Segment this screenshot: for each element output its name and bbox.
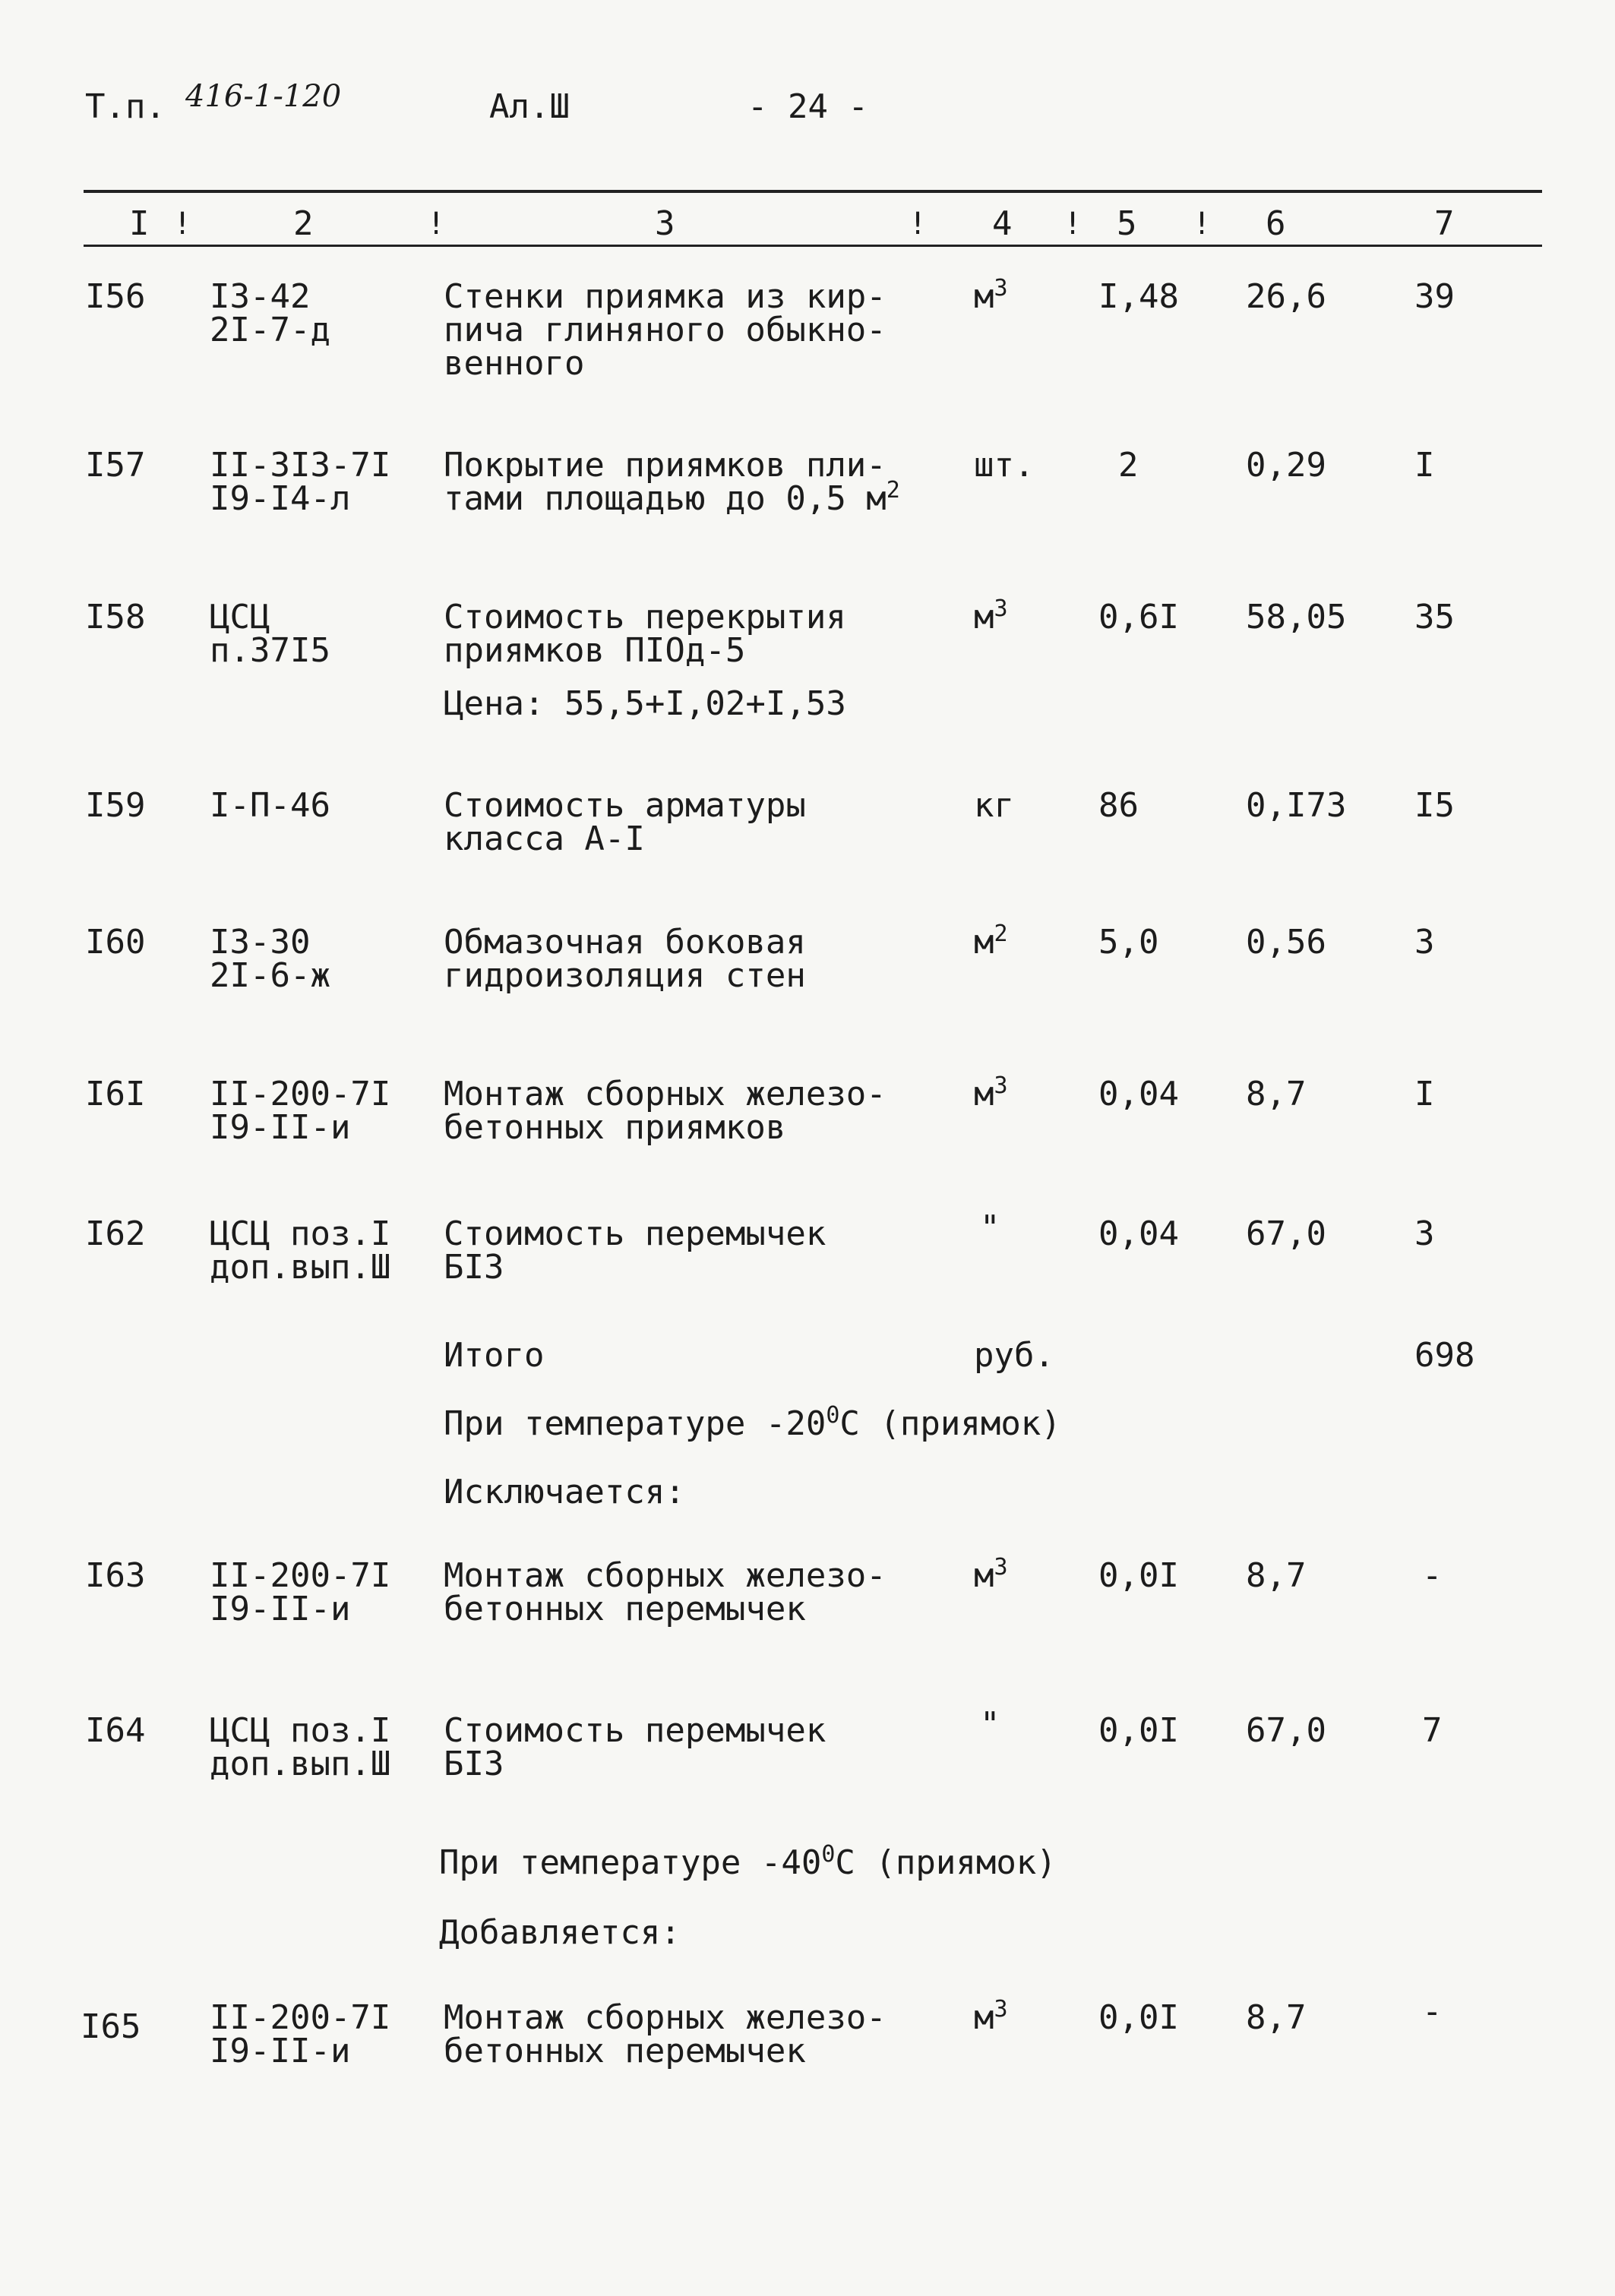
- row-code: II-200-7I: [210, 1998, 391, 2037]
- row-description: Покрытие приямков пли-: [444, 446, 887, 485]
- row-description-line-2: гидроизоляция стен: [444, 956, 806, 995]
- row-description: Монтаж сборных железо-: [444, 1998, 887, 2037]
- row-code-sub: доп.вып.Ш: [210, 1745, 391, 1783]
- row-price: 0,I73: [1246, 786, 1347, 825]
- row-description: Стоимость арматуры: [444, 786, 806, 825]
- column-header-5: 5: [1117, 204, 1137, 243]
- row-description: Стоимость перемычек: [444, 1214, 826, 1253]
- row-description: Стоимость перемычек: [444, 1711, 826, 1750]
- row-quantity: I,48: [1098, 277, 1179, 316]
- row-unit-ditto: ": [980, 1208, 1000, 1247]
- table-top-rule: [84, 190, 1542, 193]
- column-separator: !: [1063, 207, 1082, 242]
- row-code: I-П-46: [210, 786, 330, 825]
- header-tp-number: 416-1-120: [185, 79, 342, 114]
- column-header-7: 7: [1434, 204, 1455, 243]
- row-number: I57: [85, 446, 146, 485]
- column-separator: !: [1193, 207, 1212, 242]
- row-price-note: Цена: 55,5+I,02+I,53: [444, 684, 846, 723]
- row-description-line-3: венного: [444, 344, 585, 383]
- row-code-sub: I9-II-и: [210, 1108, 351, 1147]
- row-total: -: [1422, 1556, 1443, 1595]
- row-total: I5: [1414, 786, 1455, 825]
- column-header-4: 4: [992, 204, 1013, 243]
- row-number: I60: [85, 923, 146, 962]
- column-header-6: 6: [1266, 204, 1286, 243]
- row-description: Стенки приямка из кир-: [444, 277, 887, 316]
- row-code: ЦСЦ поз.I: [210, 1711, 391, 1750]
- section-heading-minus-20: При температуре $-20^0С$ (приямок): [444, 1402, 1061, 1443]
- row-description: Стоимость перекрытия: [444, 598, 846, 636]
- row-price: 67,0: [1246, 1214, 1326, 1253]
- row-description: Монтаж сборных железо-: [444, 1556, 887, 1595]
- row-description: Монтаж сборных железо-: [444, 1075, 887, 1113]
- row-quantity: 5,0: [1098, 923, 1159, 962]
- row-number: I62: [85, 1214, 146, 1253]
- row-description-line-2: бетонных приямков: [444, 1108, 786, 1147]
- row-quantity: 86: [1098, 786, 1139, 825]
- header-album: Ал.Ш: [489, 87, 570, 126]
- row-unit: кг: [974, 786, 1014, 825]
- row-total: 35: [1414, 598, 1455, 636]
- row-description-line-2: тами площадью до 0,5 $м^2$: [444, 477, 900, 518]
- table-header-rule: [84, 245, 1542, 247]
- row-quantity: 0,0I: [1098, 1998, 1179, 2037]
- row-description-line-2: БI3: [444, 1745, 504, 1783]
- row-code-sub: доп.вып.Ш: [210, 1248, 391, 1287]
- row-quantity: 0,0I: [1098, 1556, 1179, 1595]
- header-tp-label: Т.п.: [85, 87, 166, 126]
- total-unit: руб.: [974, 1336, 1054, 1375]
- total-label: Итого: [444, 1336, 545, 1375]
- row-quantity: 0,04: [1098, 1075, 1179, 1113]
- section-heading-minus-40: При температуре $-40^0С$ (приямок): [439, 1841, 1057, 1882]
- row-number: I63: [85, 1556, 146, 1595]
- row-description: Обмазочная боковая: [444, 923, 806, 962]
- row-unit: $м^3$: [974, 1996, 1008, 2037]
- row-price: 8,7: [1246, 1556, 1307, 1595]
- row-quantity: 0,0I: [1098, 1711, 1179, 1750]
- row-code: II-200-7I: [210, 1075, 391, 1113]
- row-price: 58,05: [1246, 598, 1347, 636]
- column-header-2: 2: [293, 204, 314, 243]
- row-code-sub: 2I-7-д: [210, 311, 330, 349]
- row-code: I3-42: [210, 277, 311, 316]
- row-unit: $м^3$: [974, 1554, 1008, 1595]
- column-separator: !: [909, 207, 928, 242]
- row-price: 8,7: [1246, 1998, 1307, 2037]
- row-price: 26,6: [1246, 277, 1326, 316]
- row-code: ЦСЦ: [210, 598, 270, 636]
- row-total: 3: [1414, 1214, 1435, 1253]
- row-code-sub: I9-II-и: [210, 1590, 351, 1628]
- row-number: I6I: [85, 1075, 146, 1113]
- row-number: I56: [85, 277, 146, 316]
- column-header-3: 3: [655, 204, 675, 243]
- column-separator: !: [173, 207, 192, 242]
- column-separator: !: [427, 207, 446, 242]
- row-unit: $м^3$: [974, 1072, 1008, 1113]
- row-number: I58: [85, 598, 146, 636]
- row-unit: $м^3$: [974, 275, 1008, 316]
- row-price: 8,7: [1246, 1075, 1307, 1113]
- row-description-line-2: бетонных перемычек: [444, 1590, 806, 1628]
- row-description-line-2: пича глиняного обыкно-: [444, 311, 887, 349]
- row-price: 0,56: [1246, 923, 1326, 962]
- row-unit: $м^2$: [974, 921, 1008, 962]
- row-code: II-200-7I: [210, 1556, 391, 1595]
- row-quantity: 0,04: [1098, 1214, 1179, 1253]
- total-value: 698: [1414, 1336, 1475, 1375]
- header-page-number: - 24 -: [747, 87, 868, 126]
- row-number: I64: [85, 1711, 146, 1750]
- row-price: 67,0: [1246, 1711, 1326, 1750]
- row-total: I: [1414, 446, 1435, 485]
- row-description-line-2: БI3: [444, 1248, 504, 1287]
- row-total: 7: [1422, 1711, 1443, 1750]
- row-code: II-3I3-7I: [210, 446, 391, 485]
- row-code: ЦСЦ поз.I: [210, 1214, 391, 1253]
- row-quantity: 0,6I: [1098, 598, 1179, 636]
- row-total: 3: [1414, 923, 1435, 962]
- row-unit: $м^3$: [974, 595, 1008, 636]
- row-total: -: [1422, 1992, 1443, 2031]
- section-added-label: Добавляется:: [439, 1913, 681, 1952]
- row-quantity: 2: [1118, 446, 1139, 485]
- row-code: I3-30: [210, 923, 311, 962]
- column-header-1: I: [129, 204, 150, 243]
- row-total: 39: [1414, 277, 1455, 316]
- row-number: I59: [85, 786, 146, 825]
- row-description-line-2: приямков ПIОд-5: [444, 631, 746, 670]
- row-price: 0,29: [1246, 446, 1326, 485]
- row-number: I65: [81, 2007, 141, 2046]
- row-code-sub: п.37I5: [210, 631, 330, 670]
- row-code-sub: I9-II-и: [210, 2032, 351, 2070]
- row-description-line-2: бетонных перемычек: [444, 2032, 806, 2070]
- row-description-line-2: класса А-I: [444, 820, 645, 858]
- row-unit: шт.: [974, 446, 1035, 485]
- section-excluded-label: Исключается:: [444, 1473, 685, 1511]
- row-code-sub: 2I-6-ж: [210, 956, 330, 995]
- row-total: I: [1414, 1075, 1435, 1113]
- row-code-sub: I9-I4-л: [210, 479, 351, 518]
- row-unit-ditto: ": [980, 1705, 1000, 1744]
